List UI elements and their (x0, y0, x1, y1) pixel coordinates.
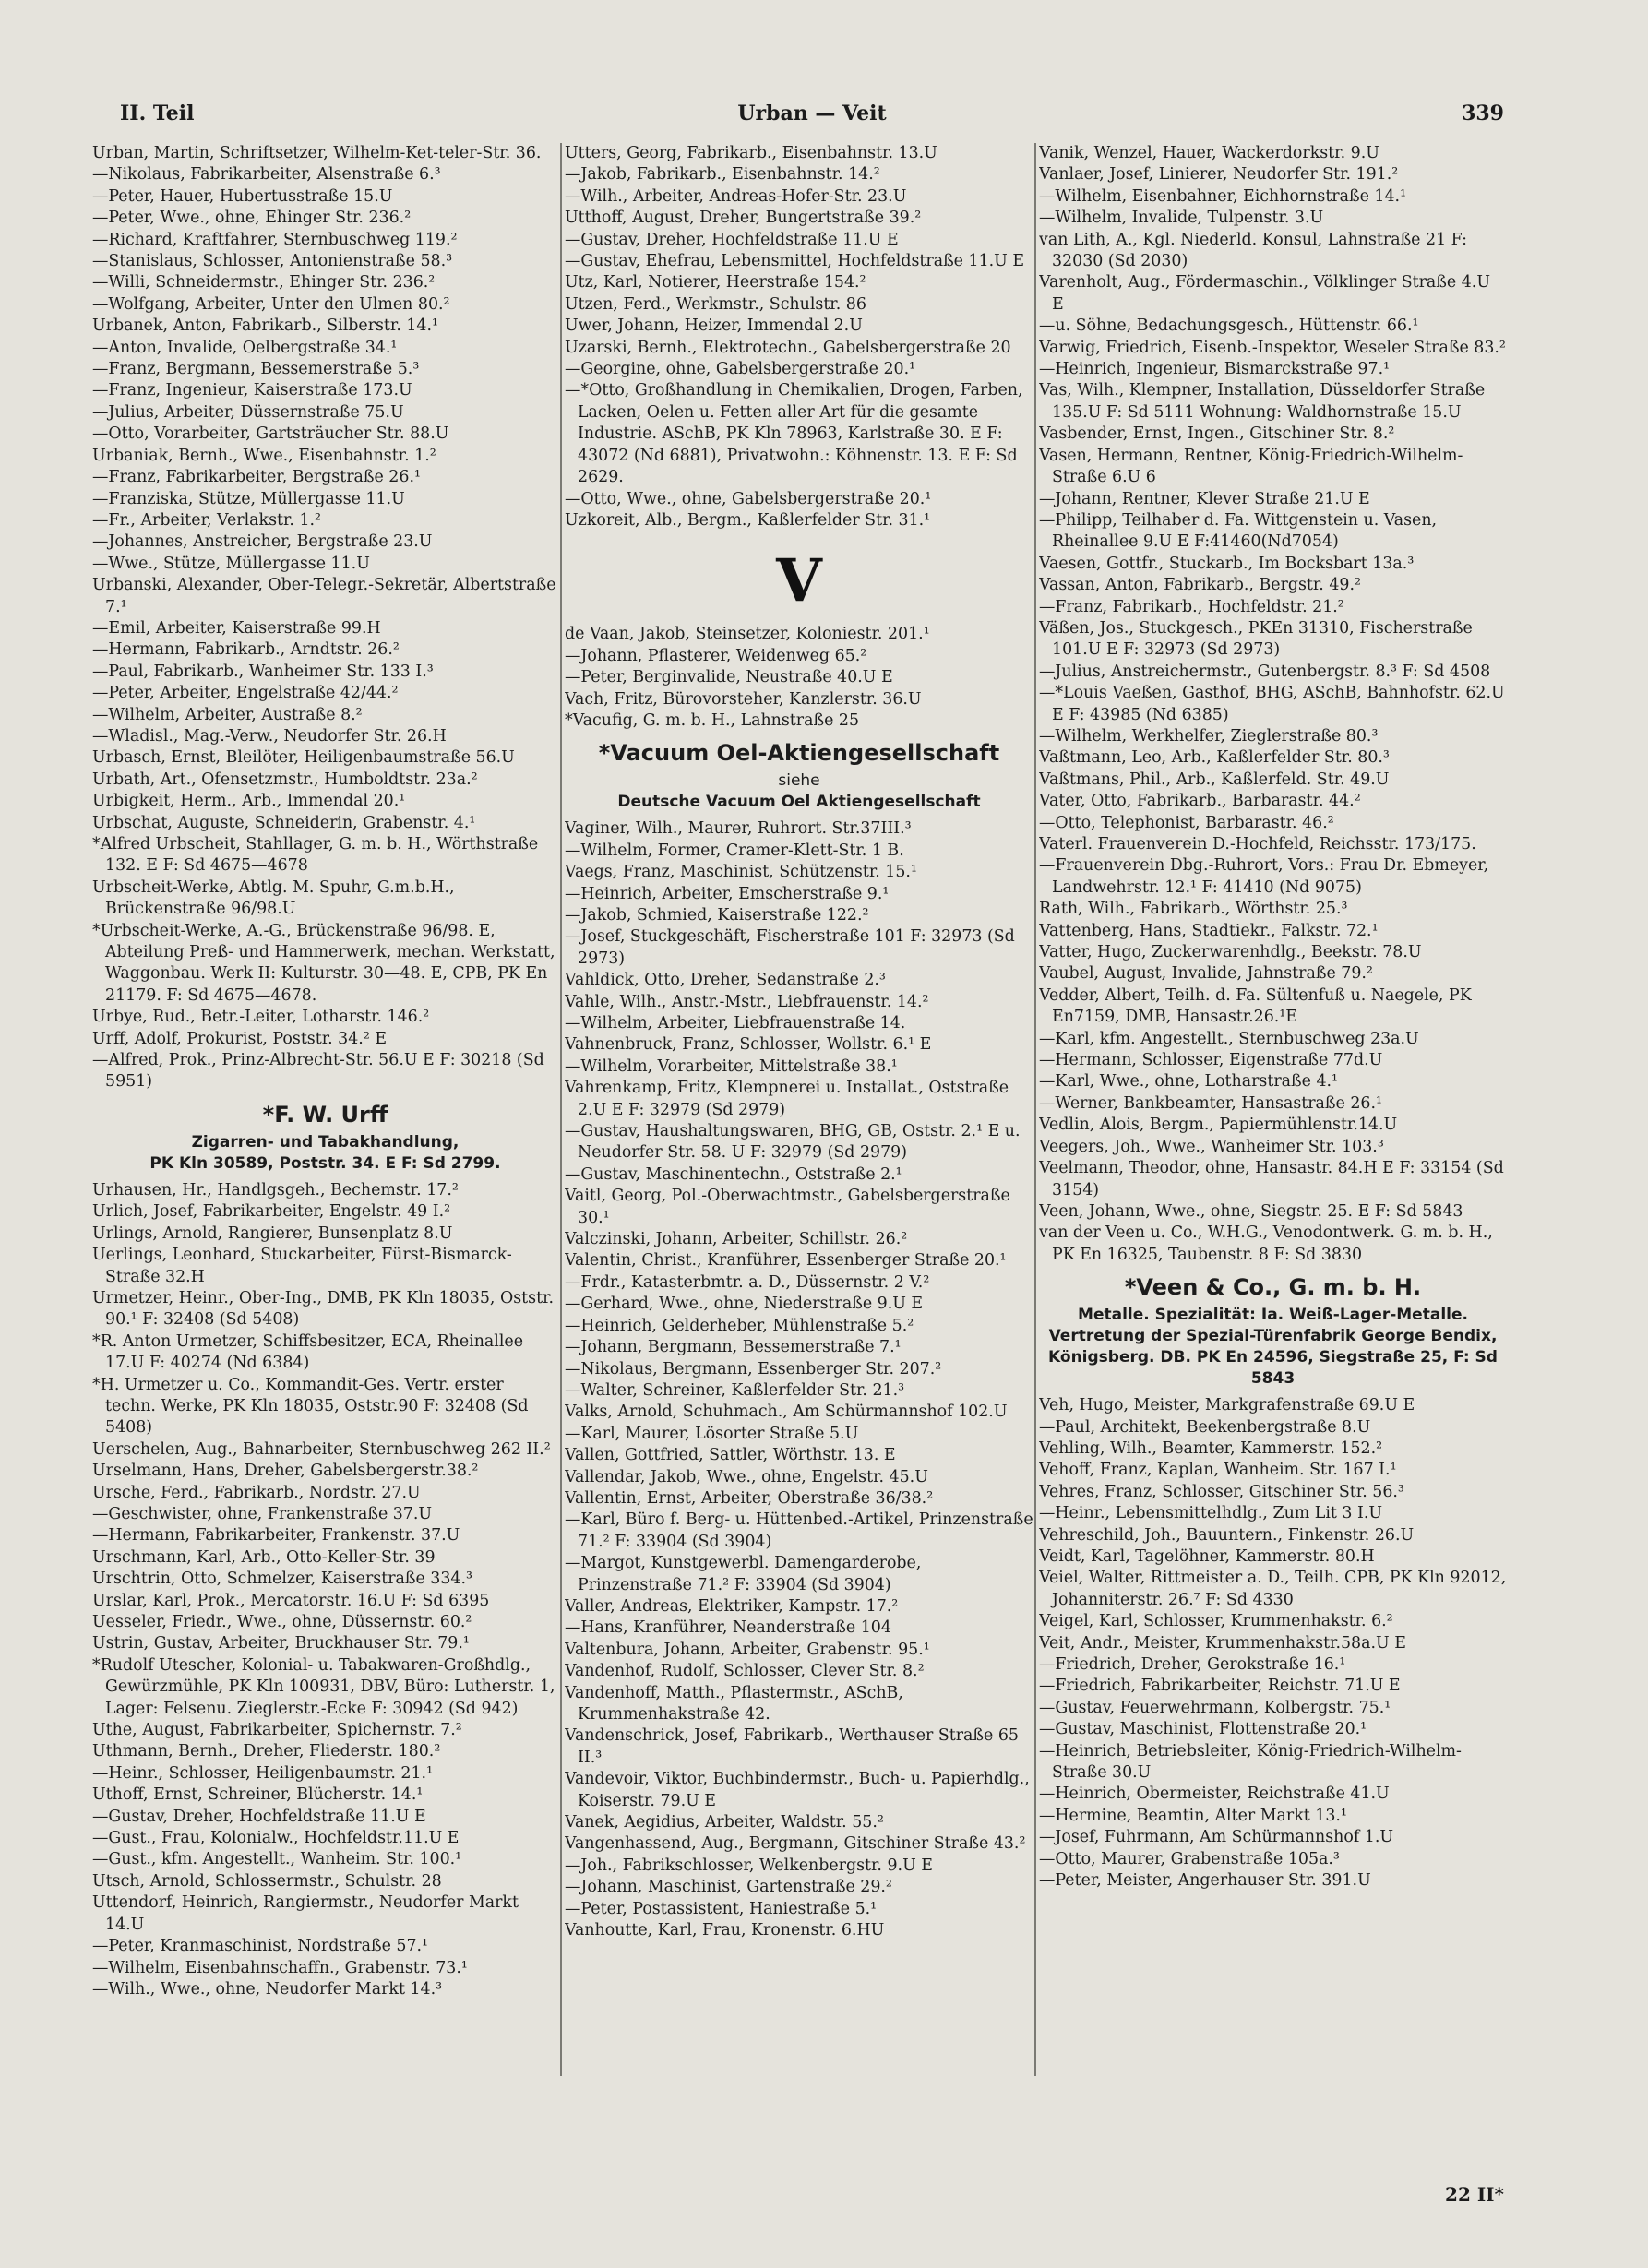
directory-entry: —Frdr., Katasterbmtr. a. D., Düssernstr. 2 V.² (565, 1272, 930, 1292)
directory-entry: Veigel, Karl, Schlosser, Krummenhakstr. 6.² (1039, 1612, 1393, 1631)
directory-entry: Vanik, Wenzel, Hauer, Wackerdorkstr. 9.U (1039, 144, 1379, 162)
directory-entry: —Franziska, Stütze, Müllergasse 11.U (92, 489, 405, 508)
advertisement-line: Zigarren- und Tabakhandlung, (191, 1132, 460, 1152)
directory-entry: —Joh., Fabrikschlosser, Welkenbergstr. 9.U E (565, 1856, 933, 1875)
directory-entry: —Peter, Wwe., ohne, Ehinger Str. 236.² (92, 209, 412, 228)
directory-entry: Utthoff, August, Dreher, Bungertstraße 39.² (565, 209, 922, 228)
directory-entry: Urbaniak, Bernh., Wwe., Eisenbahnstr. 1.² (92, 446, 436, 465)
directory-entry: —Wladisl., Mag.-Verw., Neudorfer Str. 26.H (92, 726, 447, 746)
directory-entry: —Heinrich, Gelderheber, Mühlenstraße 5.² (565, 1316, 914, 1335)
directory-entry: Vehoff, Franz, Kaplan, Wanheim. Str. 167 I.¹ (1039, 1461, 1397, 1480)
directory-entry: Urbath, Art., Ofensetzmstr., Humboldtstr. 23a.² (92, 770, 478, 789)
directory-entry: Uwer, Johann, Heizer, Immendal 2.U (565, 316, 863, 336)
directory-entry: —u. Söhne, Bedachungsgesch., Hüttenstr. 66.¹ (1039, 316, 1419, 336)
directory-entry: —Josef, Fuhrmann, Am Schürmannshof 1.U (1039, 1828, 1394, 1847)
directory-entry: Vaterl. Frauenverein D.-Hochfeld, Reichsstr. 173/175. (1039, 835, 1476, 853)
directory-entry: —Wilhelm, Former, Cramer-Klett-Str. 1 B. (565, 841, 904, 860)
directory-entry: Veidt, Karl, Tagelöhner, Kammerstr. 80.H (1039, 1546, 1375, 1566)
directory-entry: —Nikolaus, Bergmann, Essenberger Str. 207.² (565, 1359, 942, 1379)
page-number: 339 (1462, 101, 1504, 125)
directory-entry: Urmetzer, Heinr., Ober-Ing., DMB, PK Kln 18035, Oststr. 90.¹ F: 32408 (Sd 5408) (92, 1288, 554, 1330)
directory-entry: Ustrin, Gustav, Arbeiter, Bruckhauser Str. 79.¹ (92, 1634, 470, 1653)
directory-entry: Vehres, Franz, Schlosser, Gitschiner Str. 56.³ (1039, 1482, 1404, 1501)
directory-entry: Vasen, Hermann, Rentner, König-Friedrich-Wilhelm-Straße 6.U 6 (1039, 446, 1463, 487)
directory-entry: —Karl, Maurer, Lösorter Straße 5.U (565, 1424, 859, 1443)
directory-entry: —Geschwister, ohne, Frankenstraße 37.U (92, 1504, 433, 1523)
advertisement-title: *F. W. Urff (262, 1101, 388, 1128)
directory-entry: —Gustav, Ehefrau, Lebensmittel, Hochfeldstraße 11.U E (565, 252, 1025, 271)
directory-entry: Vandenhof, Rudolf, Schlosser, Clever Str. 8.² (565, 1662, 925, 1681)
directory-entry: —Wilhelm, Werkhelfer, Zieglerstraße 80.³ (1039, 726, 1379, 746)
directory-entry: —Heinrich, Arbeiter, Emscherstraße 9.¹ (565, 884, 890, 903)
directory-entry: —Heinrich, Ingenieur, Bismarckstraße 97.¹ (1039, 360, 1391, 379)
directory-entry: —Peter, Kranmaschinist, Nordstraße 57.¹ (92, 1937, 429, 1956)
directory-entry: —Gustav, Dreher, Hochfeldstraße 11.U E (565, 230, 899, 249)
directory-entry: Urlich, Josef, Fabrikarbeiter, Engelstr. 49 I.² (92, 1202, 451, 1222)
directory-entry: Urbye, Rud., Betr.-Leiter, Lotharstr. 146.² (92, 1008, 430, 1027)
directory-entry: Uthe, August, Fabrikarbeiter, Spichernstr. 7.² (92, 1721, 462, 1740)
directory-entry: Vahldick, Otto, Dreher, Sedanstraße 2.³ (565, 971, 886, 990)
directory-entry: —Heinrich, Obermeister, Reichstraße 41.U (1039, 1785, 1390, 1804)
section-letter: V (776, 546, 822, 616)
directory-entry: —Wilhelm, Eisenbahnschaffn., Grabenstr. 73.¹ (92, 1958, 468, 1977)
directory-entry: Uesseler, Friedr., Wwe., ohne, Düssernstr. 60.² (92, 1613, 472, 1631)
advertisement-line: Metalle. Spezialität: Ia. Weiß-Lager-Metalle. Vertretung der Spezial-Türenfabrik George Bendix, Königsberg. DB. PK En 24596, Siegstraße 25, F: Sd 5843 (1048, 1306, 1498, 1389)
directory-entry: Urbasch, Ernst, Bleilöter, Heiligenbaumstraße 56.U (92, 748, 515, 768)
directory-entry: *Rudolf Utescher, Kolonial- u. Tabakwaren-Großhdlg., Gewürzmühle, PK Kln 100931, DBV, Büro: Lutherstr. 1, Lager: Felsenu. Zieglerstr.-Ecke F: 30942 (Sd 942) (92, 1655, 555, 1718)
directory-entry: de Vaan, Jakob, Steinsetzer, Koloniestr. 201.¹ (565, 625, 930, 644)
header-part: II. Teil (120, 101, 195, 125)
directory-entry: Varwig, Friedrich, Eisenb.-Inspektor, Weseler Straße 83.² (1039, 338, 1506, 357)
directory-entry: Urselmann, Hans, Dreher, Gabelsbergerstr.38.² (92, 1462, 479, 1481)
directory-entry: —Wwe., Stütze, Müllergasse 11.U (92, 554, 370, 573)
directory-entry: —Paul, Architekt, Beekenbergstraße 8.U (1039, 1417, 1371, 1437)
directory-entry: —Otto, Telephonist, Barbarastr. 46.² (1039, 813, 1334, 832)
directory-entry: Veelmann, Theodor, ohne, Hansastr. 84.H E F: 33154 (Sd 3154) (1039, 1159, 1504, 1200)
directory-entry: Urban, Martin, Schriftsetzer, Wilhelm-Ket-teler-Str. 36. (92, 144, 542, 162)
advertisement-title: *Veen & Co., G. m. b. H. (1124, 1274, 1422, 1301)
directory-entry: Ursche, Ferd., Fabrikarb., Nordstr. 27.U (92, 1483, 421, 1502)
directory-entry: —Peter, Arbeiter, Engelstraße 42/44.² (92, 684, 399, 703)
directory-entry: Vallentin, Ernst, Arbeiter, Oberstraße 36/38.² (565, 1488, 934, 1508)
advertisement-line: PK Kln 30589, Poststr. 34. E F: Sd 2799. (149, 1153, 501, 1173)
directory-entry: —Otto, Wwe., ohne, Gabelsbergerstraße 20.¹ (565, 489, 932, 508)
signature-mark: 22 II* (1445, 2183, 1504, 2205)
directory-entry: —Heinr., Schlosser, Heiligenbaumstr. 21.¹ (92, 1763, 434, 1783)
directory-entry: —Alfred, Prok., Prinz-Albrecht-Str. 56.U E F: 30218 (Sd 5951) (92, 1051, 544, 1092)
directory-entry: —Margot, Kunstgewerbl. Damengarderobe, Prinzenstraße 71.² F: 33904 (Sd 3904) (565, 1554, 922, 1594)
directory-entry: —Anton, Invalide, Oelbergstraße 34.¹ (92, 338, 398, 357)
directory-entry: —Jakob, Schmied, Kaiserstraße 122.² (565, 905, 869, 925)
directory-entry: —Karl, kfm. Angestellt., Sternbuschweg 23a.U (1039, 1029, 1419, 1048)
directory-entry: Uzarski, Bernh., Elektrotechn., Gabelsbergerstraße 20 (565, 338, 1011, 357)
directory-entry: —Johann, Rentner, Klever Straße 21.U E (1039, 489, 1370, 508)
directory-entry: —Karl, Wwe., ohne, Lotharstraße 4.¹ (1039, 1072, 1339, 1092)
directory-entry: —Gust., Frau, Kolonialw., Hochfeldstr.11.U E (92, 1829, 460, 1848)
directory-entry: Uerlings, Leonhard, Stuckarbeiter, Fürst-Bismarck-Straße 32.H (92, 1246, 512, 1286)
directory-entry: *Vacufig, G. m. b. H., Lahnstraße 25 (565, 710, 860, 730)
directory-entry: Valler, Andreas, Elektriker, Kampstr. 17.² (565, 1596, 899, 1616)
directory-entry: Vanlaer, Josef, Linierer, Neudorfer Str. 191.² (1039, 165, 1399, 185)
directory-entry: Varenholt, Aug., Fördermaschin., Völklinger Straße 4.U E (1039, 273, 1490, 314)
directory-entry: Vaesen, Gottfr., Stuckarb., Im Bocksbart 13a.³ (1039, 554, 1415, 573)
directory-entry: —Franz, Ingenieur, Kaiserstraße 173.U (92, 381, 412, 400)
directory-entry: —Willi, Schneidermstr., Ehinger Str. 236.² (92, 273, 436, 292)
directory-entry: Uttendorf, Heinrich, Rangiermstr., Neudorfer Markt 14.U (92, 1893, 519, 1934)
directory-entry: Urslar, Karl, Prok., Mercatorstr. 16.U F: Sd 6395 (92, 1591, 490, 1610)
directory-entry: —Hermann, Schlosser, Eigenstraße 77d.U (1039, 1051, 1383, 1070)
directory-entry: —Heinr., Lebensmittelhdlg., Zum Lit 3 I.U (1039, 1504, 1383, 1523)
directory-entry: Vaginer, Wilh., Maurer, Ruhrort. Str.37III.³ (565, 819, 912, 839)
directory-entry: Vahnenbruck, Franz, Schlosser, Wollstr. 6.¹ E (565, 1035, 932, 1055)
directory-entry: Utters, Georg, Fabrikarb., Eisenbahnstr. 13.U (565, 144, 937, 162)
directory-entry: Uthoff, Ernst, Schreiner, Blücherstr. 14.¹ (92, 1785, 424, 1805)
directory-entry: Vas, Wilh., Klempner, Installation, Düsseldorfer Straße 135.U F: Sd 5111 Wohnung: Waldhornstraße 15.U (1039, 381, 1486, 422)
directory-entry: Utsch, Arnold, Schlossermstr., Schulstr. 28 (92, 1871, 442, 1891)
directory-entry: Utzen, Ferd., Werkmstr., Schulstr. 86 (565, 294, 866, 314)
directory-entry: —Gustav, Maschinist, Flottenstraße 20.¹ (1039, 1720, 1367, 1739)
directory-entry: —Werner, Bankbeamter, Hansastraße 26.¹ (1039, 1093, 1382, 1113)
directory-entry: —Richard, Kraftfahrer, Sternbuschweg 119.² (92, 230, 458, 249)
directory-entry: Vaegs, Franz, Maschinist, Schützenstr. 15.¹ (565, 863, 917, 882)
directory-entry: —Johann, Pflasterer, Weidenweg 65.² (565, 646, 867, 665)
directory-entry: Väßen, Jos., Stuckgesch., PKEn 31310, Fischerstraße 101.U E F: 32973 (Sd 2973) (1039, 618, 1473, 660)
directory-entry: —Emil, Arbeiter, Kaiserstraße 99.H (92, 618, 381, 638)
directory-entry: Urschtrin, Otto, Schmelzer, Kaiserstraße 334.³ (92, 1570, 472, 1589)
column-2 (565, 143, 1033, 2099)
advertisement-line: Deutsche Vacuum Oel Aktiengesellschaft (617, 793, 981, 812)
directory-entry: *R. Anton Urmetzer, Schiffsbesitzer, ECA, Rheinallee 17.U F: 40274 (Nd 6384) (92, 1331, 523, 1373)
directory-entry: —Wolfgang, Arbeiter, Unter den Ulmen 80.² (92, 294, 450, 314)
directory-entry: —Gerhard, Wwe., ohne, Niederstraße 9.U E (565, 1295, 924, 1314)
directory-entry: Vattenberg, Hans, Stadtiekr., Falkstr. 72.¹ (1039, 921, 1379, 940)
directory-entry: Vater, Otto, Fabrikarb., Barbarastr. 44.² (1039, 792, 1361, 811)
directory-entry: —Otto, Vorarbeiter, Gartsträucher Str. 88.U (92, 424, 449, 444)
directory-entry: —Stanislaus, Schlosser, Antonienstraße 58.³ (92, 252, 453, 271)
directory-entry: —Georgine, ohne, Gabelsbergerstraße 20.¹ (565, 360, 916, 379)
directory-entry: Veegers, Joh., Wwe., Wanheimer Str. 103.³ (1039, 1137, 1384, 1156)
directory-entry: —Fr., Arbeiter, Verlakstr. 1.² (92, 510, 322, 530)
directory-entry: —Peter, Berginvalide, Neustraße 40.U E (565, 668, 893, 687)
directory-entry: van Lith, A., Kgl. Niederld. Konsul, Lahnstraße 21 F: 32030 (Sd 2030) (1039, 230, 1467, 271)
directory-entry: *H. Urmetzer u. Co., Kommandit-Ges. Vertr. erster techn. Werke, PK Kln 18035, Oststr.90 F: 32408 (Sd 5408) (92, 1375, 529, 1438)
directory-entry: Urbschat, Auguste, Schneiderin, Grabenstr. 4.¹ (92, 813, 476, 832)
directory-entry: Vahle, Wilh., Anstr.-Mstr., Liebfrauenstr. 14.² (565, 992, 929, 1011)
directory-entry: Vandevoir, Viktor, Buchbindermstr., Buch- u. Papierhdlg., Koiserstr. 79.U E (565, 1770, 1030, 1810)
page-header (120, 101, 1504, 129)
directory-entry: —Wilhelm, Arbeiter, Liebfrauenstraße 14. (565, 1014, 906, 1033)
header-name-range: Urban — Veit (737, 101, 887, 125)
directory-entry: Uerschelen, Aug., Bahnarbeiter, Sternbuschweg 262 II.² (92, 1439, 551, 1459)
directory-entry: Vatter, Hugo, Zuckerwarenhdlg., Beekstr. 78.U (1039, 943, 1422, 962)
directory-entry: —Wilhelm, Eisenbahner, Eichhornstraße 14.¹ (1039, 186, 1407, 206)
directory-entry: —Gustav, Maschinentechn., Oststraße 2.¹ (565, 1164, 902, 1184)
directory-entry: Vach, Fritz, Bürovorsteher, Kanzlerstr. 36.U (565, 689, 922, 709)
directory-entry: —Jakob, Fabrikarb., Eisenbahnstr. 14.² (565, 165, 880, 185)
directory-entry: —Hermine, Beamtin, Alter Markt 13.¹ (1039, 1806, 1347, 1825)
directory-entry: Urbanski, Alexander, Ober-Telegr.-Sekretär, Albertstraße 7.¹ (92, 576, 556, 616)
directory-entry: Uthmann, Bernh., Dreher, Fliederstr. 180.² (92, 1742, 441, 1761)
directory-entry: Uzkoreit, Alb., Bergm., Kaßlerfelder Str. 31.¹ (565, 510, 931, 530)
directory-entry: *Urbscheit-Werke, A.-G., Brückenstraße 96/98. E, Abteilung Preß- und Hammerwerk, mechan. Werkstatt, Waggonbau. Werk II: Kulturstr. 30—48. E, CPB, PK En 21179. F: Sd 4675—4678. (92, 921, 555, 1005)
directory-entry: —Walter, Schreiner, Kaßlerfelder Str. 21.³ (565, 1380, 905, 1400)
directory-entry: Utz, Karl, Notierer, Heerstraße 154.² (565, 273, 866, 292)
directory-entry: Vaitl, Georg, Pol.-Oberwachtmstr., Gabelsbergerstraße 30.¹ (565, 1187, 1010, 1227)
column-3 (1039, 143, 1507, 2099)
directory-entry: —Gust., kfm. Angestellt., Wanheim. Str. 100.¹ (92, 1850, 462, 1869)
directory-entry: —Peter, Hauer, Hubertusstraße 15.U (92, 186, 393, 206)
directory-entry: —Peter, Postassistent, Haniestraße 5.¹ (565, 1899, 878, 1918)
directory-entry: —Wilhelm, Invalide, Tulpenstr. 3.U (1039, 209, 1324, 228)
advertisement-block (1039, 1271, 1507, 1390)
directory-entry: Vaubel, August, Invalide, Jahnstraße 79.² (1039, 964, 1373, 984)
directory-entry: —Karl, Büro f. Berg- u. Hüttenbed.-Artikel, Prinzenstraße 71.² F: 33904 (Sd 3904) (565, 1510, 1033, 1551)
directory-entry: Urlings, Arnold, Rangierer, Bunsenplatz 8.U (92, 1224, 453, 1243)
directory-entry: —Wilhelm, Arbeiter, Austraße 8.² (92, 705, 363, 724)
directory-entry: Vassan, Anton, Fabrikarb., Bergstr. 49.² (1039, 576, 1361, 595)
directory-entry: —Friedrich, Dreher, Gerokstraße 16.¹ (1039, 1655, 1346, 1674)
directory-entry: Rath, Wilh., Fabrikarb., Wörthstr. 25.³ (1039, 900, 1348, 919)
directory-entry: —Heinrich, Betriebsleiter, König-Friedrich-Wilhelm-Straße 30.U (1039, 1741, 1462, 1783)
directory-entry: Vallen, Gottfried, Sattler, Wörthstr. 13. E (565, 1446, 896, 1465)
directory-entry: Vanhoutte, Karl, Frau, Kronenstr. 6.HU (565, 1921, 885, 1940)
directory-entry: Urbscheit-Werke, Abtlg. M. Spuhr, G.m.b.H., Brückenstraße 96/98.U (92, 877, 455, 919)
directory-entry: van der Veen u. Co., W.H.G., Venodontwerk. G. m. b. H., PK En 16325, Taubenstr. 8 F: Sd 3830 (1039, 1224, 1493, 1264)
directory-entry: —Josef, Stuckgeschäft, Fischerstraße 101 F: 32973 (Sd 2973) (565, 927, 1015, 968)
directory-entry: Vehreschild, Joh., Bauuntern., Finkenstr. 26.U (1039, 1525, 1415, 1545)
directory-entry: —Franz, Bergmann, Bessemerstraße 5.³ (92, 360, 420, 379)
directory-entry: Valentin, Christ., Kranführer, Essenberger Straße 20.¹ (565, 1251, 1007, 1271)
directory-entry: —Franz, Fabrikarbeiter, Bergstraße 26.¹ (92, 468, 421, 487)
directory-entry: —Nikolaus, Fabrikarbeiter, Alsenstraße 6.³ (92, 165, 441, 185)
directory-entry: Veen, Johann, Wwe., ohne, Siegstr. 25. E F: Sd 5843 (1039, 1201, 1463, 1221)
column-divider (560, 143, 562, 2076)
directory-entry: Veh, Hugo, Meister, Markgrafenstraße 69.U E (1039, 1396, 1415, 1415)
directory-entry: —Johannes, Anstreicher, Bergstraße 23.U (92, 532, 433, 552)
directory-entry: Vedlin, Alois, Bergm., Papiermühlenstr.14.U (1039, 1116, 1398, 1135)
directory-entry: —Hermann, Fabrikarb., Arndtstr. 26.² (92, 640, 400, 660)
directory-entry: —Wilh., Arbeiter, Andreas-Hofer-Str. 23.U (565, 186, 907, 206)
directory-entry: —Philipp, Teilhaber d. Fa. Wittgenstein u. Vasen, Rheinallee 9.U E F:41460(Nd7054) (1039, 510, 1438, 552)
directory-entry: Urff, Adolf, Prokurist, Poststr. 34.² E (92, 1029, 388, 1048)
directory-entry: —Wilh., Wwe., ohne, Neudorfer Markt 14.³ (92, 1979, 443, 1999)
directory-entry: Vahrenkamp, Fritz, Klempnerei u. Installat., Oststraße 2.U E F: 32979 (Sd 2979) (565, 1079, 1009, 1119)
directory-entry: Vasbender, Ernst, Ingen., Gitschiner Str. 8.² (1039, 424, 1395, 444)
directory-entry: —Gustav, Dreher, Hochfeldstraße 11.U E (92, 1807, 426, 1826)
directory-entry: —Johann, Bergmann, Bessemerstraße 7.¹ (565, 1338, 902, 1357)
advertisement-title: *Vacuum Oel-Aktiengesellschaft (598, 740, 1000, 767)
directory-entry: Urbigkeit, Herm., Arb., Immendal 20.¹ (92, 792, 406, 811)
advertisement-line: siehe (778, 771, 820, 791)
directory-entry: —*Louis Vaeßen, Gasthof, BHG, ASchB, Bahnhofstr. 62.U E F: 43985 (Nd 6385) (1039, 684, 1505, 724)
directory-entry: Valczinski, Johann, Arbeiter, Schillstr. 26.² (565, 1230, 908, 1249)
directory-entry: —Gustav, Feuerwehrmann, Kolbergstr. 75.¹ (1039, 1698, 1391, 1717)
directory-entry: —Julius, Anstreichermstr., Gutenbergstr. 8.³ F: Sd 4508 (1039, 662, 1491, 681)
directory-entry: —Friedrich, Fabrikarbeiter, Reichstr. 71.U E (1039, 1677, 1401, 1696)
directory-entry: Vaßtmann, Leo, Arb., Kaßlerfelder Str. 80.³ (1039, 748, 1390, 768)
directory-entry: —Johann, Maschinist, Gartenstraße 29.² (565, 1878, 892, 1897)
directory-entry: Vehling, Wilh., Beamter, Kammerstr. 152.² (1039, 1438, 1383, 1458)
directory-entry: —Peter, Meister, Angerhauser Str. 391.U (1039, 1871, 1371, 1891)
directory-entry: Urschmann, Karl, Arb., Otto-Keller-Str. 39 (92, 1547, 436, 1567)
directory-entry: —Julius, Arbeiter, Düssernstraße 75.U (92, 402, 404, 422)
directory-entry: Urbanek, Anton, Fabrikarb., Silberstr. 14.¹ (92, 316, 439, 336)
column-1 (92, 143, 558, 2099)
directory-entry: Vaßtmans, Phil., Arb., Kaßlerfeld. Str. 49.U (1039, 770, 1390, 789)
directory-entry: —Hermann, Fabrikarbeiter, Frankenstr. 37.U (92, 1526, 460, 1546)
directory-entry: —Frauenverein Dbg.-Ruhrort, Vors.: Frau Dr. Ebmeyer, Landwehrstr. 12.¹ F: 41410 (Nd 9075) (1039, 856, 1489, 897)
directory-entry: —Otto, Maurer, Grabenstraße 105a.³ (1039, 1849, 1340, 1868)
directory-entry: Valtenbura, Johann, Arbeiter, Grabenstr. 95.¹ (565, 1640, 930, 1659)
directory-entry: Urhausen, Hr., Handlgsgeh., Bechemstr. 17.² (92, 1180, 459, 1200)
directory-entry: Vandenhoff, Matth., Pflastermstr., ASchB, Krummenhakstraße 42. (565, 1683, 903, 1724)
directory-entry: —Franz, Fabrikarb., Hochfeldstr. 21.² (1039, 597, 1344, 616)
directory-entry: Vedder, Albert, Teilh. d. Fa. Sültenfuß u. Naegele, PK En7159, DMB, Hansastr.26.¹E (1039, 985, 1472, 1027)
advertisement-block (92, 1099, 558, 1175)
directory-entry: Veiel, Walter, Rittmeister a. D., Teilh. CPB, PK Kln 92012, Johanniterstr. 26.⁷ F: Sd 4330 (1039, 1569, 1507, 1609)
directory-entry: —Hans, Kranführer, Neanderstraße 104 (565, 1618, 891, 1638)
directory-entry: Vandenschrick, Josef, Fabrikarb., Werthauser Straße 65 II.³ (565, 1726, 1019, 1767)
directory-entry: —Wilhelm, Vorarbeiter, Mittelstraße 38.¹ (565, 1056, 898, 1076)
directory-entry: Veit, Andr., Meister, Krummenhakstr.58a.U E (1039, 1633, 1406, 1653)
directory-entry: Vallendar, Jakob, Wwe., ohne, Engelstr. 45.U (565, 1467, 928, 1486)
directory-entry: —Paul, Fabrikarb., Wanheimer Str. 133 I.³ (92, 662, 434, 681)
directory-entry: —*Otto, Großhandlung in Chemikalien, Drogen, Farben, Lacken, Oelen u. Fetten aller Art für die gesamte Industrie. ASchB, PK Kln 78963, Karlstraße 30. E F: 43072 (Nd 6881), Privatwohn.: Köhnenstr. 13. E F: Sd 2629. (565, 381, 1023, 487)
directory-entry: Vanek, Aegidius, Arbeiter, Waldstr. 55.² (565, 1813, 884, 1832)
directory-entry: Vangenhassend, Aug., Bergmann, Gitschiner Straße 43.² (565, 1834, 1026, 1854)
column-divider (1034, 143, 1036, 2076)
directory-entry: *Alfred Urbscheit, Stahllager, G. m. b. H., Wörthstraße 132. E F: Sd 4675—4678 (92, 835, 539, 876)
directory-entry: —Gustav, Haushaltungswaren, BHG, GB, Oststr. 2.¹ E u. Neudorfer Str. 58. U F: 32979 (Sd 2979) (565, 1122, 1021, 1163)
advertisement-block (565, 737, 1033, 813)
directory-entry: Valks, Arnold, Schuhmach., Am Schürmannshof 102.U (565, 1403, 1008, 1422)
